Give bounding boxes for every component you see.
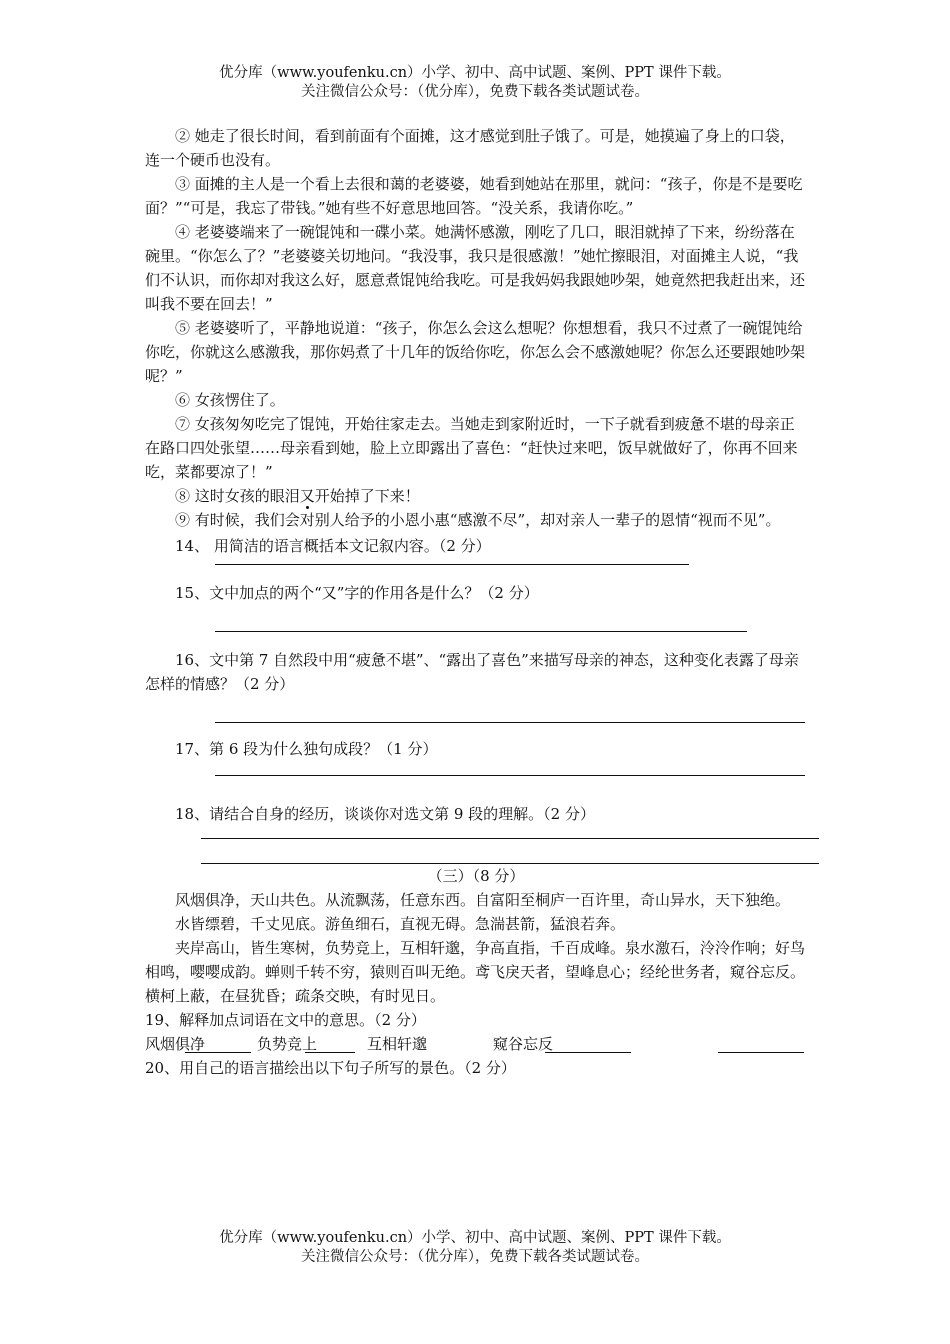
classical-para-3: 夹岸高山，皆生寒树，负势竞上，互相轩邈，争高直指，千百成峰。泉水激石，泠泠作响；好鸟相鸣，嘤嘤成韵。蝉则千转不穷，猿则百叫无绝。鸢飞戾天者，望峰息心；经纶世务者，窥谷忘反。横柯上蔽，在昼犹昏；疏条交映，有时见日。 <box>145 939 806 1005</box>
question-19: 19、解释加点词语在文中的意思。（2 分） <box>145 1011 426 1029</box>
paragraph-4: ④ 老婆婆端来了一碗馄饨和一碟小菜。她满怀感激，刚吃了几口，眼泪就掉了下来，纷纷落在碗里。“你怎么了？”老婆婆关切地问。“我没事，我只是很感激！”她忙擦眼泪，对面摊主人说，“我们不认识，而你却对我这么好，愿意煮馄饨给我吃。可是我妈妈我跟她吵架，她竟然把我赶出来，还叫我不要在回去！” <box>145 223 806 313</box>
question-17: 17、第 6 段为什么独句成段？（1 分） <box>175 740 438 758</box>
answer-line-18a[interactable] <box>201 838 819 839</box>
question-20: 20、用自己的语言描绘出以下句子所写的景色。（2 分） <box>145 1059 516 1077</box>
question-18: 18、请结合自身的经历，谈谈你对选文第 9 段的理解。（2 分） <box>175 805 595 823</box>
answer-line-16[interactable] <box>215 722 805 723</box>
header-line-1: 优分库（www.youfenku.cn）小学、初中、高中试题、案例、PPT 课件下载。 <box>219 65 731 81</box>
paragraph-3: ③ 面摊的主人是一个看上去很和蔼的老婆婆，她看到她站在那里，就问：“孩子，你是不是要吃面？”“可是，我忘了带钱。”她有些不好意思地回答。“没关系，我请你吃。” <box>145 175 803 217</box>
paragraph-6: ⑥ 女孩愣住了。 <box>175 391 285 409</box>
term-1: 风烟俱净 <box>145 1035 206 1053</box>
answer-blank-2[interactable] <box>305 1052 355 1053</box>
paragraph-5: ⑤ 老婆婆听了，平静地说道：“孩子，你怎么会这么想呢？你想想看，我只不过煮了一碗馄饨给你吃，你就这么感激我，那你妈煮了十几年的饭给你吃，你怎么会不感激她呢？你怎么还要跟她吵架呢？” <box>145 319 806 385</box>
footer-line-2: 关注微信公众号：（优分库），免费下载各类试题试卷。 <box>301 1249 649 1265</box>
question-15: 15、文中加点的两个“又”字的作用各是什么？（2 分） <box>175 584 539 602</box>
term-row <box>145 1032 807 1056</box>
footer-line-1: 优分库（www.youfenku.cn）小学、初中、高中试题、案例、PPT 课件下载。 <box>219 1230 731 1246</box>
paragraph-2: ② 她走了很长时间，看到前面有个面摊，这才感觉到肚子饿了。可是，她摸遍了身上的口袋，连一个硬币也没有。 <box>145 127 795 169</box>
section-3-title: （三）（8 分） <box>427 867 525 885</box>
dotted-character: 又 <box>299 487 315 505</box>
page-header <box>0 64 950 102</box>
term-4: 窥谷忘反 <box>493 1035 554 1053</box>
paragraph-7: ⑦ 女孩匆匆吃完了馄饨，开始往家走去。当她走到家附近时，一下子就看到疲惫不堪的母亲正在路口四处张望……母亲看到她，脸上立即露出了喜色：“赶快过来吧，饭早就做好了，你再不回来吃，菜都要凉了！” <box>145 415 798 481</box>
classical-para-1: 风烟俱净，天山共色。从流飘荡，任意东西。自富阳至桐庐一百许里，奇山异水，天下独绝。 <box>175 891 791 909</box>
paragraph-8 <box>145 484 807 508</box>
answer-blank-3[interactable] <box>545 1052 631 1053</box>
answer-line-14[interactable] <box>215 564 689 565</box>
paragraph-9: ⑨ 有时候，我们会对别人给予的小恩小惠“感激不尽”，却对亲人一辈子的恩情“视而不见”。 <box>175 511 781 529</box>
term-3: 互相轩邈 <box>367 1035 428 1053</box>
question-16: 16、文中第 7 自然段中用“疲惫不堪”、“露出了喜色”来描写母亲的神态，这种变化表露了母亲怎样的情感？（2 分） <box>145 651 799 693</box>
answer-blank-4[interactable] <box>718 1052 804 1053</box>
classical-para-2: 水皆缥碧，千丈见底。游鱼细石，直视无碍。急湍甚箭，猛浪若奔。 <box>175 915 626 933</box>
paragraph-8-start: ⑧ 这时女孩的眼泪 <box>175 487 300 505</box>
paragraph-8-end: 开始掉了下来！ <box>314 487 420 505</box>
page-footer <box>0 1229 950 1267</box>
answer-line-15[interactable] <box>215 631 747 632</box>
exam-content <box>145 124 807 1080</box>
answer-line-17[interactable] <box>215 775 805 776</box>
question-14: 14、 用简洁的语言概括本文记叙内容。（2 分） <box>175 537 491 555</box>
answer-blank-1[interactable] <box>185 1052 251 1053</box>
term-2: 负势竞上 <box>257 1035 318 1053</box>
header-line-2: 关注微信公众号：（优分库），免费下载各类试题试卷。 <box>301 84 649 100</box>
